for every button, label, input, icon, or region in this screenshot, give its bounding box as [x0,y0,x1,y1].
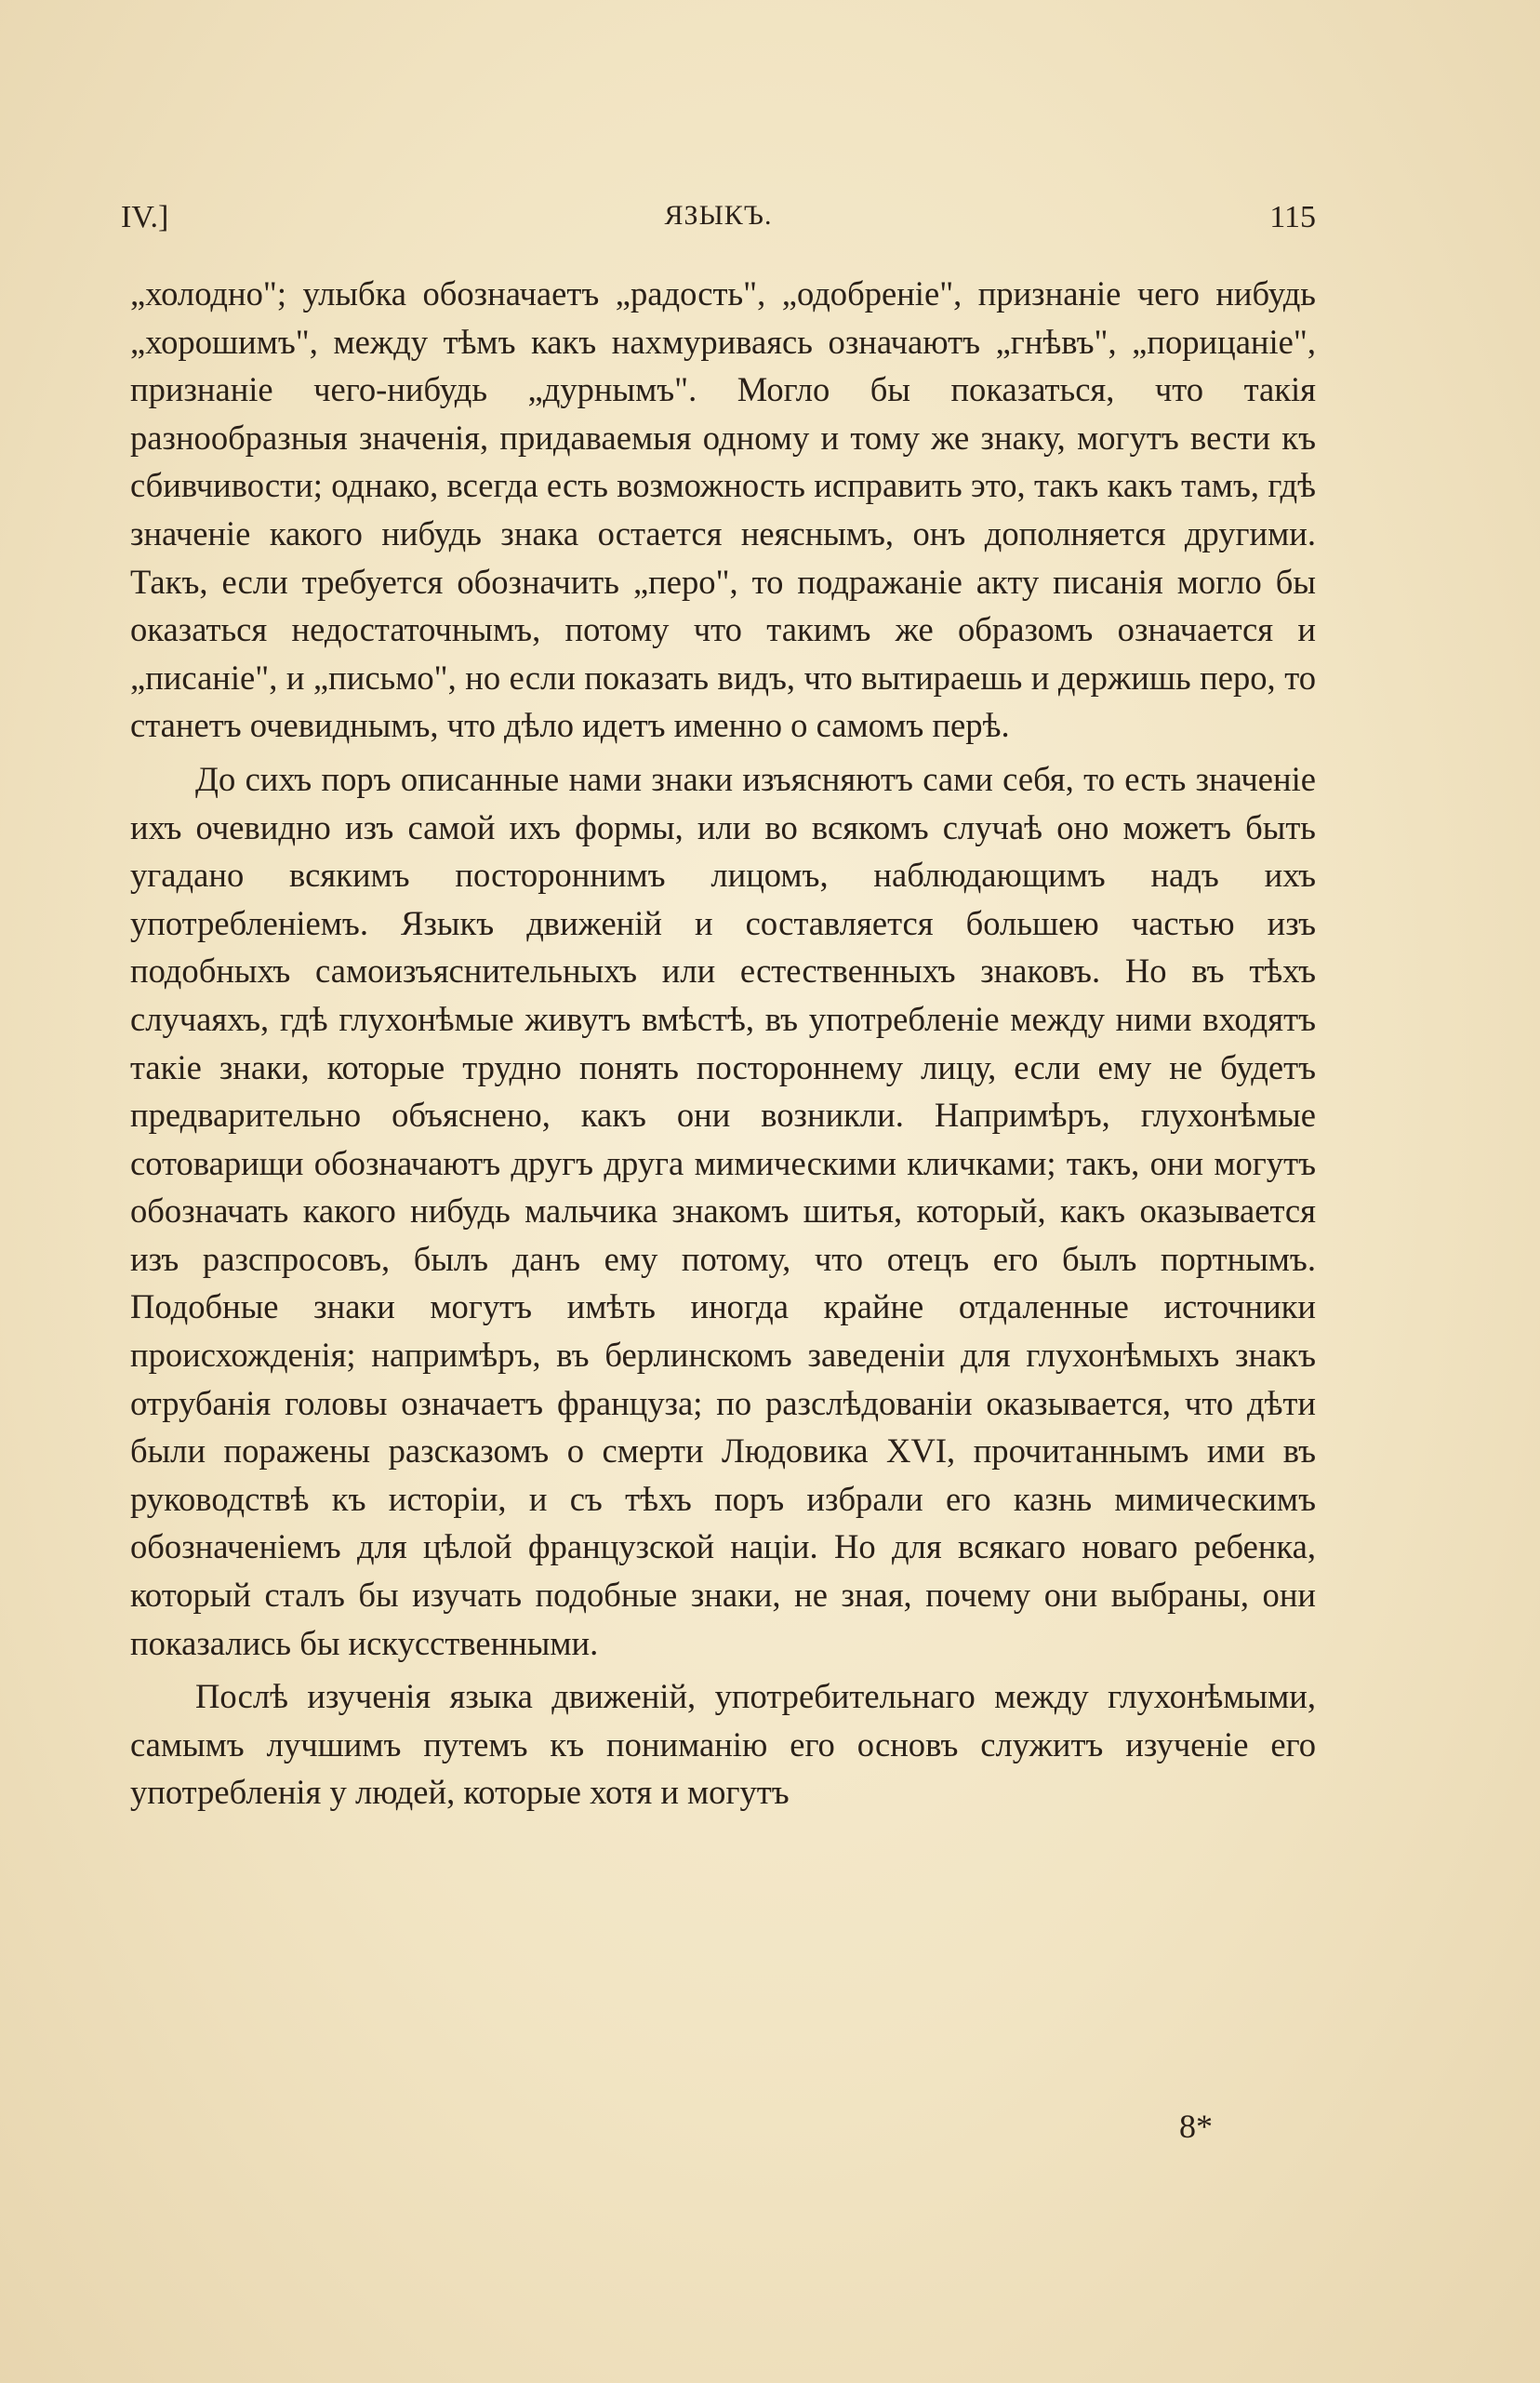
running-header [121,200,1316,246]
signature-mark: 8* [1179,2108,1213,2145]
paragraph-1: „холодно"; улыбка обозначаетъ „радость", „одобреніе", признаніе чего нибудь „хорошимъ", между тѣмъ какъ нахмуриваясь означаютъ „гнѣвъ", „порицаніе", признаніе чего-нибудь „дурнымъ". Могло бы показаться, что такія разнообразныя значенія, придаваемыя одному и тому же знаку, могутъ вести къ сбивчивости; однако, всегда есть возможность исправить это, такъ какъ тамъ, гдѣ значеніе какого нибудь знака остается неяснымъ, онъ дополняется другими. Такъ, если требуется обозначить „перо", то подражаніе акту писанія могло бы оказаться недостаточнымъ, потому что такимъ же образомъ означается и „писаніе", и „письмо", но если показать видъ, что вытираешь и держишь перо, то станетъ очевиднымъ, что дѣло идетъ именно о самомъ перѣ. [130,274,1316,745]
paragraph-2: До сихъ поръ описанные нами знаки изъясняютъ сами себя, то есть значеніе ихъ очевидно изъ самой ихъ формы, или во всякомъ случаѣ оно можетъ быть угадано всякимъ постороннимъ лицомъ, наблюдающимъ надъ ихъ употребленіемъ. Языкъ движеній и составляется большею частью изъ подобныхъ самоизъяснительныхъ или естественныхъ знаковъ. Но въ тѣхъ случаяхъ, гдѣ глухонѣмые живутъ вмѣстѣ, въ употребленіе между ними входятъ такіе знаки, которые трудно понять постороннему лицу, если ему не будетъ предварительно объяснено, какъ они возникли. Напримѣръ, глухонѣмые сотоварищи обозначаютъ другъ друга мимическими кличками; такъ, они могутъ обозначать какого нибудь мальчика знакомъ шитья, который, какъ оказывается изъ разспросовъ, былъ данъ ему потому, что отецъ его былъ портнымъ. Подобные знаки могутъ имѣть иногда крайне отдаленные источники происхожденія; напримѣръ, въ берлинскомъ заведеніи для глухонѣмыхъ знакъ отрубанія головы означаетъ француза; по разслѣдованіи оказывается, что дѣти были поражены разсказомъ о смерти Людовика XVI, прочитаннымъ ими въ руководствѣ къ исторіи, и съ тѣхъ поръ избрали его казнь мимическимъ обозначеніемъ для цѣлой французской націи. Но для всякаго новаго ребенка, который сталъ бы изучать подобные знаки, не зная, почему они выбраны, они показались бы искусственными. [130,759,1316,1662]
running-title: ЯЗЫКЪ. [664,200,773,231]
chapter-marker: IV.] [121,200,169,234]
body-text [130,270,1316,1817]
page-number: 115 [1269,200,1316,234]
paragraph-3: Послѣ изученія языка движеній, употребительнаго между глухонѣмыми, самымъ лучшимъ путемъ къ пониманію его основъ служитъ изученіе его употребленія у людей, которые хотя и могутъ [130,1677,1316,1812]
